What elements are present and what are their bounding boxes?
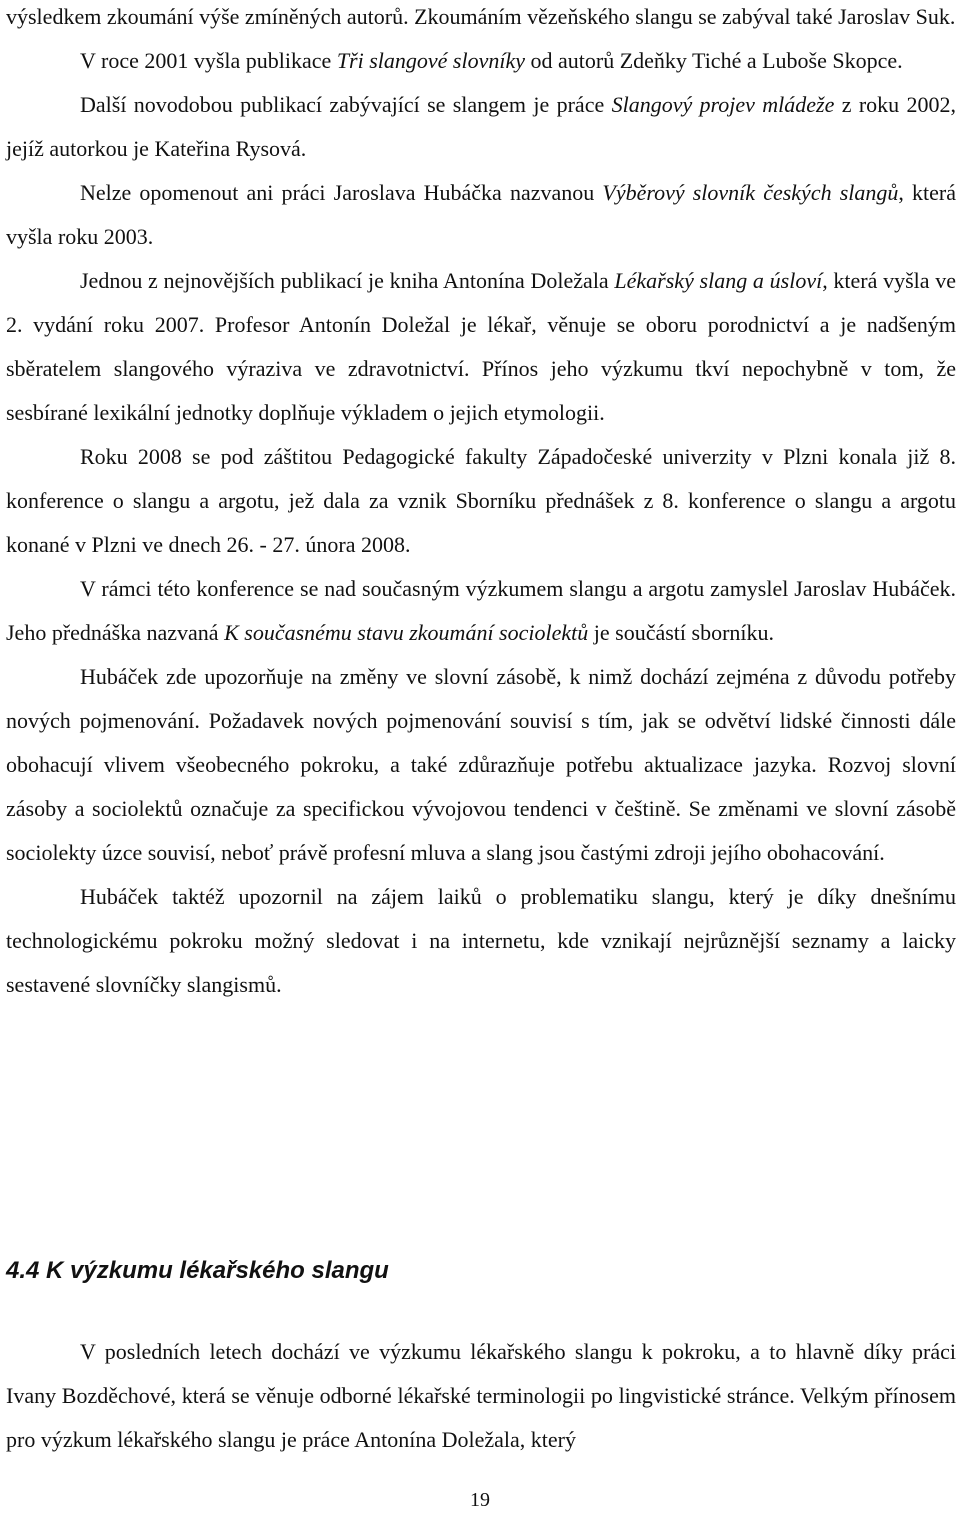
paragraph xyxy=(6,875,956,1007)
paragraph-text: Nelze opomenout ani práci Jaroslava Hubáčka nazvanou xyxy=(80,180,603,205)
section-body-text xyxy=(6,1330,956,1462)
paragraph-text: Hubáček zde upozorňuje na změny ve slovní zásobě, k nimž dochází zejména z důvodu potřeby nových pojmenování. Požadavek nových pojmenování souvisí s tím, jak se odvětví lidské činnosti dále obohacují vlivem všeobecného pokroku, a také zdůrazňuje potřebu aktualizace jazyka. Rozvoj slovní zásoby a sociolektů označuje za specifickou vývojovou tendenci v češtině. Se změnami ve slovní zásobě sociolekty úzce souvisí, neboť právě profesní mluva a slang jsou častými zdroji jejího obohacování. xyxy=(6,664,956,865)
paragraph xyxy=(6,435,956,567)
paragraph-text: z roku 2002, jejíž autorkou je Kateřina Rysová. xyxy=(6,92,957,161)
paragraph-text: , která vyšla ve 2. vydání roku 2007. Profesor Antonín Doležal je lékař, věnuje se oboru porodnictví a je nadšeným sběratelem slangového výraziva ve zdravotnictví. Přínos jeho výzkumu tkví nepochybně v tom, že sesbírané lexikální jednotky doplňuje výkladem o jejich etymologii. xyxy=(6,268,957,425)
paragraph-text: Roku 2008 se pod záštitou Pedagogické fakulty Západočeské univerzity v Plzni konala již 8. konference o slangu a argotu, jež dala za vznik Sborníku přednášek z 8. konference o slangu a argotu konané v Plzni ve dnech 26. - 27. února 2008. xyxy=(6,444,956,557)
paragraph-text: V posledních letech dochází ve výzkumu lékařského slangu k pokroku, a to hlavně díky práci Ivany Bozděchové, která se věnuje odborné lékařské terminologii po lingvistické stránce. Velkým přínosem pro výzkum lékařského slangu je práce Antonína Doležala, který xyxy=(6,1339,956,1452)
paragraph xyxy=(6,259,956,435)
paragraph xyxy=(6,655,956,875)
paragraph-text: je součástí sborníku. xyxy=(588,620,775,645)
italic-title-text: Tři slangové slovníky xyxy=(336,48,526,73)
paragraph-text: V rámci této konference se nad současným výzkumem slangu a argotu zamyslel Jaroslav Hubáček. Jeho přednáška nazvaná xyxy=(6,576,956,645)
paragraph-text: Další novodobou publikací zabývající se slangem je práce xyxy=(80,92,612,117)
italic-title-text: Lékařský slang a úsloví xyxy=(614,268,823,293)
section-heading: 4.4 K výzkumu lékařského slangu xyxy=(6,1257,389,1284)
paragraph xyxy=(6,171,956,259)
paragraph-text: V roce 2001 vyšla publikace xyxy=(80,48,337,73)
italic-title-text: Slangový projev mládeže xyxy=(611,92,835,117)
italic-title-text: K současnému stavu zkoumání sociolektů xyxy=(224,620,589,645)
italic-title-text: Výběrový slovník českých slangů xyxy=(602,180,899,205)
paragraph xyxy=(6,83,956,171)
paragraph xyxy=(6,567,956,655)
paragraph xyxy=(6,0,956,39)
paragraph-text: Jednou z nejnovějších publikací je kniha Antonína Doležala xyxy=(80,268,615,293)
paragraph-text: , která vyšla roku 2003. xyxy=(6,180,956,249)
paragraph-text: Hubáček taktéž upozornil na zájem laiků o problematiku slangu, který je díky dnešnímu technologickému pokroku možný sledovat i na internetu, kde vznikají nejrůznější seznamy a laicky sestavené slovníčky slangismů. xyxy=(6,884,956,997)
paragraph xyxy=(6,39,956,83)
paragraph-text: výsledkem zkoumání výše zmíněných autorů. Zkoumáním vězeňského slangu se zabýval také Jaroslav Suk. xyxy=(6,4,956,29)
paragraph-text: od autorů Zdeňky Tiché a Luboše Skopce. xyxy=(525,48,903,73)
paragraph xyxy=(6,1330,956,1462)
body-text xyxy=(6,0,956,1007)
page-number: 19 xyxy=(470,1489,490,1511)
